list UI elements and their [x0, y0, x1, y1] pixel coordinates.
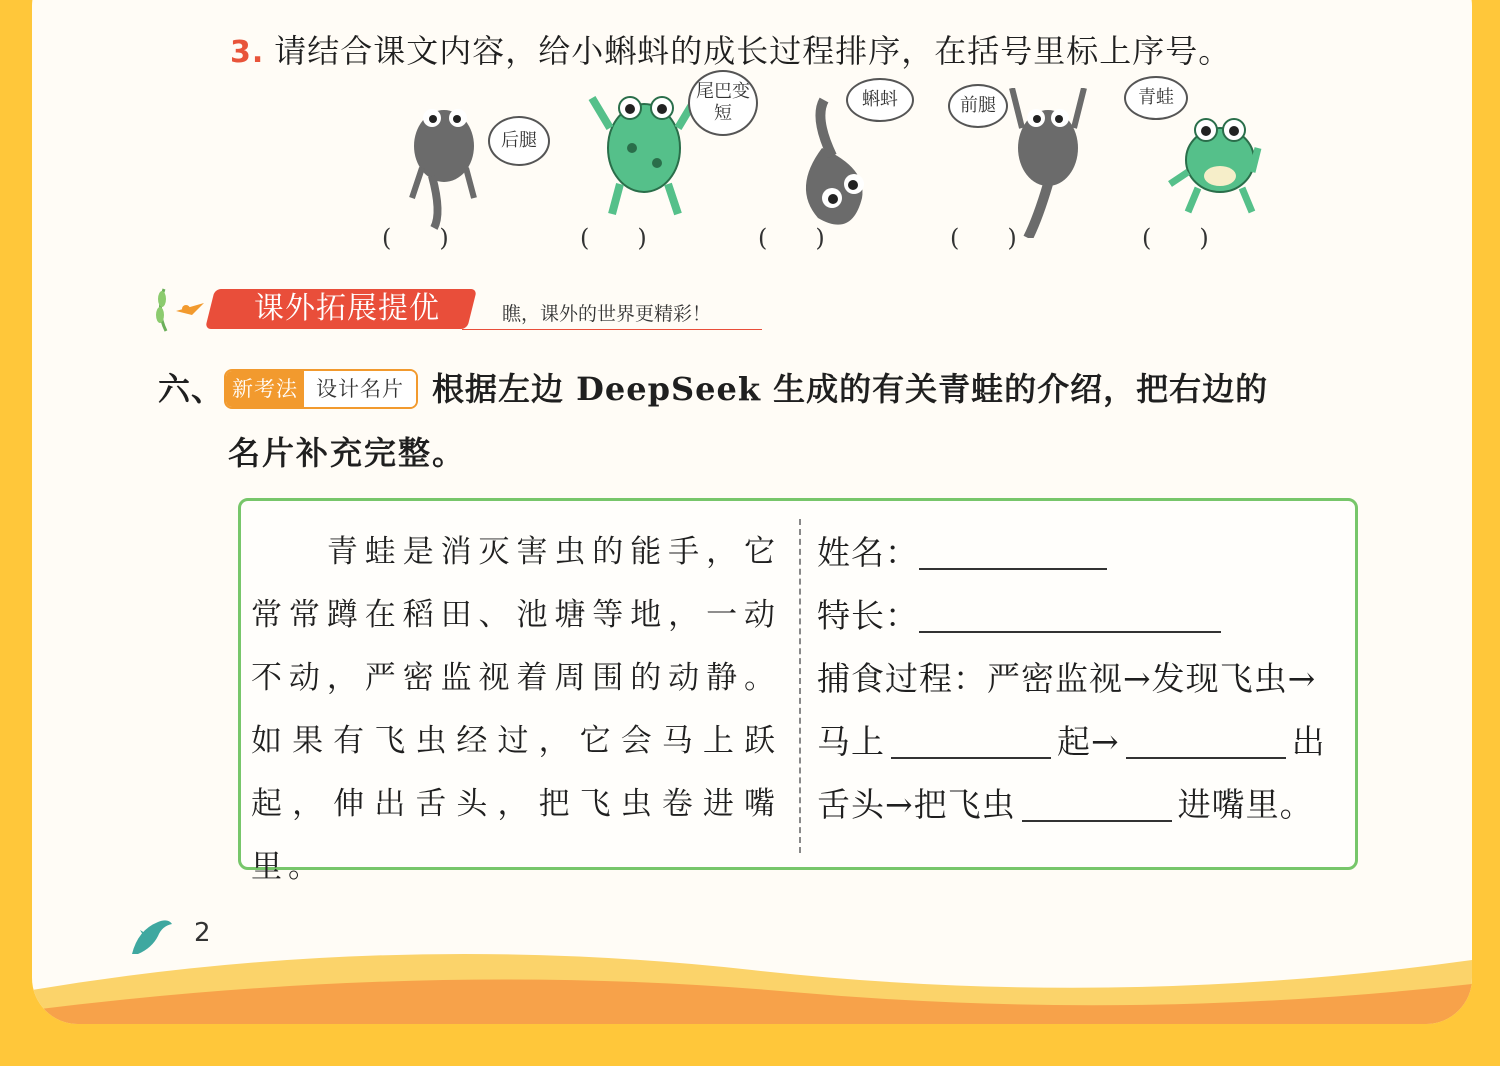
question-6-tag: [224, 369, 418, 409]
tag-new-method: 新考法: [226, 371, 304, 407]
process-text-chu: 出: [1291, 722, 1326, 761]
card-process-row-3: [817, 773, 1347, 836]
workbook-page: [32, 0, 1472, 1024]
frog-business-card: [817, 521, 1347, 836]
process-text-qi: 起→: [1057, 722, 1120, 761]
answer-paren-1[interactable]: ( ): [382, 224, 449, 252]
bubble-frog: 青蛙: [1124, 76, 1188, 120]
question-3: [230, 26, 1231, 72]
bottom-wave-decoration: [32, 940, 1472, 1024]
tag-design-card: 设计名片: [304, 371, 416, 407]
tadpole-front-legs-icon: [1012, 88, 1084, 238]
tadpole-back-legs-icon: [412, 109, 474, 228]
tadpole-icon: [806, 100, 864, 225]
answer-paren-5[interactable]: ( ): [1142, 224, 1209, 252]
process-text-tongue: 舌头→把飞虫: [817, 785, 1016, 824]
answer-paren-3[interactable]: ( ): [758, 224, 825, 252]
skill-blank[interactable]: [919, 597, 1221, 633]
process-text-mouth: 进嘴里。: [1177, 785, 1314, 824]
bubble-tadpole: 蝌蚪: [846, 78, 914, 122]
question-6-heading: [158, 364, 1268, 410]
frog-short-tail-icon: [592, 97, 696, 214]
section-title: 课外拓展提优: [254, 291, 440, 326]
question-6-text-line2: 名片补充完整。: [228, 434, 467, 472]
business-card-box: [238, 498, 1358, 885]
section-subtitle: 瞧，课外的世界更精彩！: [502, 303, 712, 325]
bubble-front-legs: 前腿: [948, 84, 1008, 128]
jump-blank[interactable]: [891, 723, 1051, 759]
dashed-divider: [799, 519, 801, 853]
question-6-text-line1: 根据左边 DeepSeek 生成的有关青蛙的介绍，把右边的: [432, 370, 1269, 408]
roll-blank[interactable]: [1022, 786, 1172, 822]
bubble-back-legs: 后腿: [488, 116, 550, 166]
name-blank[interactable]: [919, 534, 1107, 570]
card-process-row-1: 捕食过程：严密监视→发现飞虫→: [817, 659, 1317, 698]
card-name-row: [817, 521, 1347, 584]
card-skill-row: [817, 584, 1347, 647]
question-6-number: 六、: [158, 370, 225, 408]
answer-paren-2[interactable]: ( ): [580, 224, 647, 252]
question-3-number: 3.: [230, 35, 265, 70]
question-3-text: 请结合课文内容，给小蝌蚪的成长过程排序，在括号里标上序号。: [274, 32, 1232, 70]
frog-icon: [1170, 119, 1258, 212]
leaf-bird-icon: [152, 285, 212, 333]
card-name-label: 姓名：: [817, 533, 919, 572]
page-number: 2: [194, 918, 211, 948]
deepseek-passage: 青蛙是消灭害虫的能手，它常常蹲在稻田、池塘等地，一动不动，严密监视着周围的动静。如果有飞虫经过，它会马上跃起，伸出舌头，把飞虫卷进嘴里。: [251, 534, 781, 885]
card-skill-label: 特长：: [817, 596, 919, 635]
bubble-tail-shortens: 尾巴变短: [688, 70, 758, 136]
growth-illustrations: [362, 81, 1262, 238]
stick-out-blank[interactable]: [1126, 723, 1286, 759]
card-process-row-2: [817, 710, 1347, 773]
answer-paren-4[interactable]: ( ): [950, 224, 1017, 252]
tadpole-frog-drawings-icon: [362, 88, 1262, 238]
process-text-ma-shang: 马上: [817, 722, 885, 761]
section-banner: [152, 285, 792, 333]
banner-underline: [462, 329, 762, 330]
